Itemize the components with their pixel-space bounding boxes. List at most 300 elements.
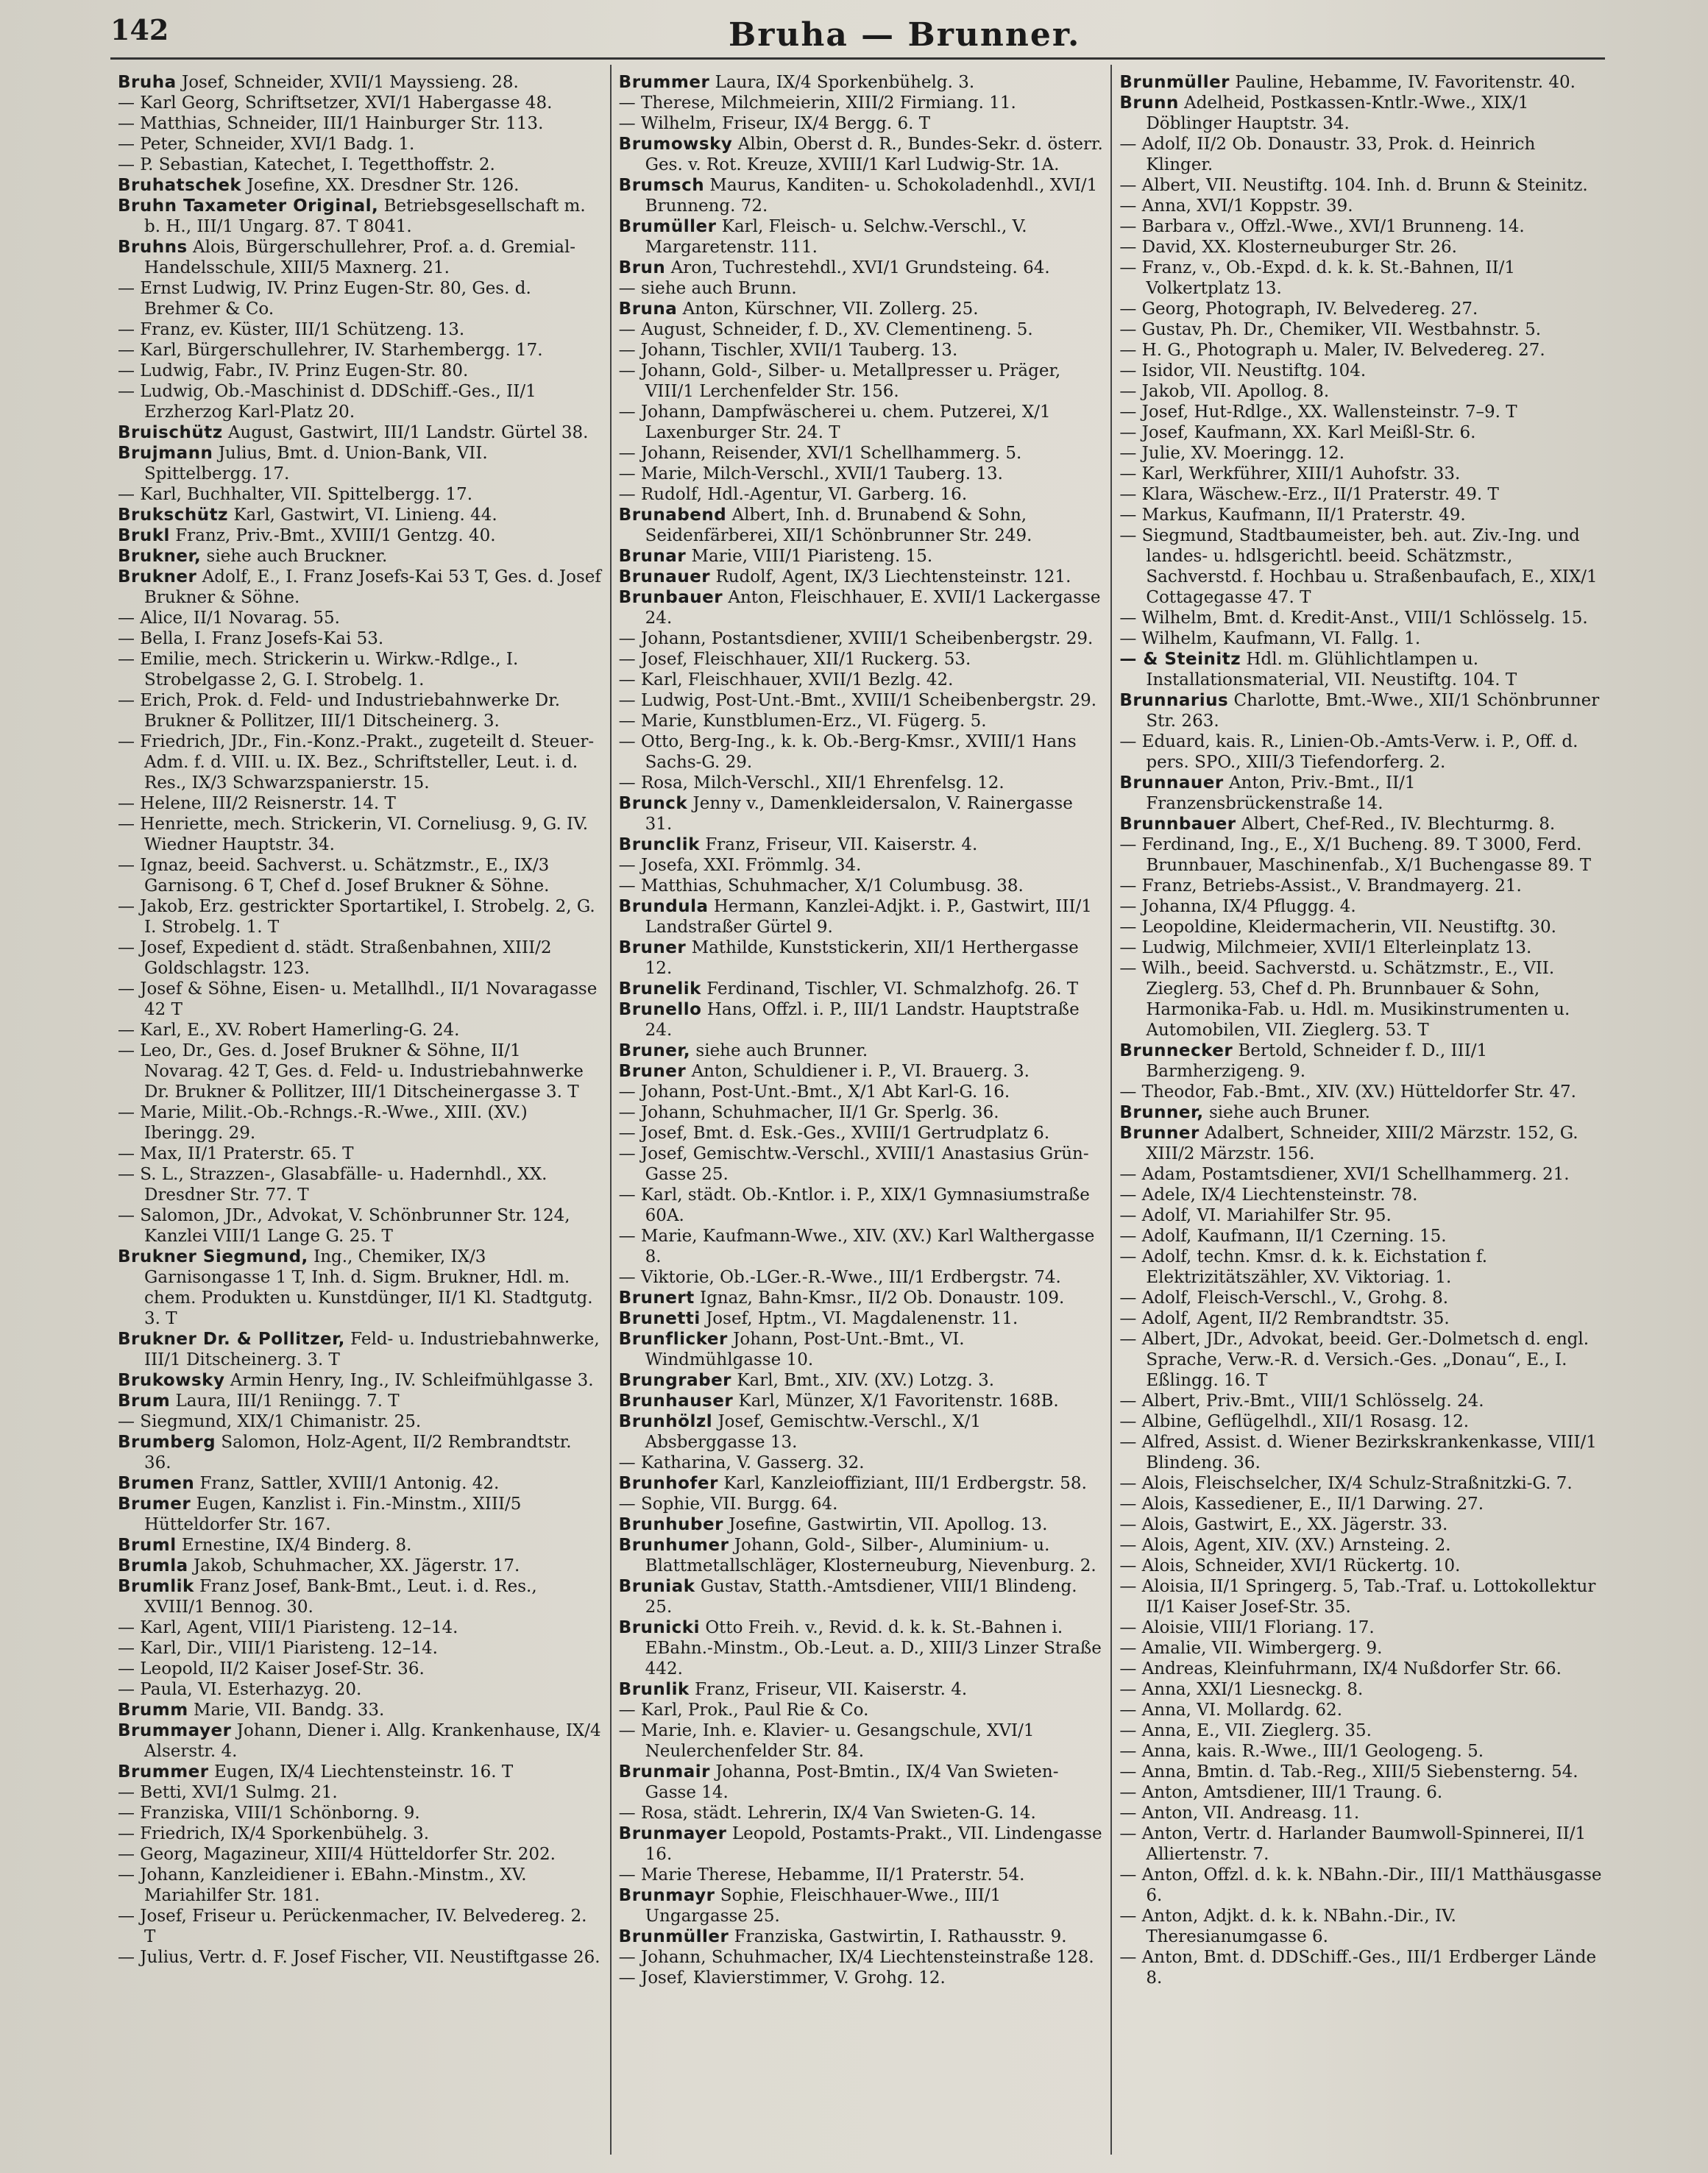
entry-surname: Brumen bbox=[118, 1474, 195, 1493]
entry-text: — Gustav, Ph. Dr., Chemiker, VII. Westbahnstr. 5. bbox=[1119, 320, 1542, 339]
entry-surname: Brundula bbox=[618, 897, 709, 916]
entry-text: Franz, Priv.-Bmt., XVIII/1 Gentzg. 40. bbox=[175, 526, 496, 545]
entry-text: — Anna, VI. Mollardg. 62. bbox=[1119, 1701, 1343, 1720]
directory-entry bbox=[1119, 1556, 1604, 1576]
directory-entry bbox=[619, 361, 1104, 402]
entry-text: Adalbert, Schneider, XIII/2 Märzstr. 152, G. XIII/2 Märzstr. 156. bbox=[1146, 1124, 1578, 1163]
directory-entry bbox=[1119, 237, 1604, 258]
entry-text: — Alois, Gastwirt, E., XX. Jägerstr. 33. bbox=[1119, 1515, 1448, 1534]
entry-text: — Alois, Kassediener, E., II/1 Darwing. 27. bbox=[1119, 1495, 1484, 1514]
directory-entry bbox=[1119, 93, 1604, 134]
directory-entry bbox=[619, 1926, 1104, 1947]
header-rule bbox=[110, 57, 1605, 60]
directory-entry bbox=[619, 1700, 1104, 1720]
directory-entry bbox=[1119, 525, 1604, 608]
entry-text: — Marie, Kunstblumen-Erz., VI. Fügerg. 5. bbox=[618, 712, 987, 731]
entry-surname: Brunck bbox=[618, 794, 688, 813]
directory-entry bbox=[619, 1473, 1104, 1494]
entry-surname: Brukl bbox=[118, 526, 170, 545]
directory-entry bbox=[118, 1679, 603, 1700]
directory-entry bbox=[1119, 1762, 1604, 1782]
directory-entry bbox=[1119, 505, 1604, 525]
entry-text: — Franziska, VIII/1 Schönborng. 9. bbox=[118, 1804, 420, 1823]
entry-text: — Adolf, Agent, II/2 Rembrandtstr. 35. bbox=[1119, 1309, 1450, 1328]
entry-text: Franz Josef, Bank-Bmt., Leut. i. d. Res., XVIII/1 Bennog. 30. bbox=[144, 1577, 537, 1617]
entry-text: — Johann, Tischler, XVII/1 Tauberg. 13. bbox=[618, 341, 958, 360]
entry-text: — Rosa, Milch-Verschl., XII/1 Ehrenfelsg. 12. bbox=[618, 773, 1004, 793]
directory-entry bbox=[619, 1226, 1104, 1267]
entry-surname: Brumla bbox=[118, 1556, 188, 1575]
entry-text: — Johann, Schuhmacher, IX/4 Liechtensteinstraße 128. bbox=[618, 1948, 1094, 1967]
entry-text: — Josef, Friseur u. Perückenmacher, IV. Belvedereg. 2. T bbox=[118, 1907, 587, 1946]
directory-entry bbox=[1119, 1329, 1604, 1391]
entry-text: — Marie, Inh. e. Klavier- u. Gesangschule, XVI/1 Neulerchenfelder Str. 84. bbox=[618, 1721, 1035, 1761]
entry-text: Karl, Münzer, X/1 Favoritenstr. 168B. bbox=[738, 1392, 1059, 1411]
entry-text: — Adele, IX/4 Liechtensteinstr. 78. bbox=[1119, 1185, 1418, 1205]
entry-text: — Ludwig, Milchmeier, XVII/1 Elterleinplatz 13. bbox=[1119, 938, 1532, 957]
entry-surname: Brunner bbox=[1119, 1124, 1200, 1143]
directory-entry bbox=[619, 72, 1104, 93]
directory-entry bbox=[1119, 834, 1604, 876]
entry-surname: Brunner, bbox=[1119, 1103, 1204, 1122]
directory-entry bbox=[619, 731, 1104, 773]
directory-entry bbox=[118, 1906, 603, 1947]
entry-text: — Ignaz, beeid. Sachverst. u. Schätzmstr., E., IX/3 Garnisong. 6 T, Chef d. Josef Brukner & Söhne. bbox=[118, 856, 550, 896]
directory-entry bbox=[1119, 319, 1604, 340]
directory-entry bbox=[1119, 1741, 1604, 1762]
entry-text: Julius, Bmt. d. Union-Bank, VII. Spittelbergg. 17. bbox=[144, 444, 488, 483]
entry-text: — Therese, Milchmeierin, XIII/2 Firmiang. 11. bbox=[618, 93, 1016, 113]
entry-text: — Siegmund, Stadtbaumeister, beh. aut. Ziv.-Ing. und landes- u. hdlsgerichtl. beeid. Schätzmstr., Sachverstd. f. Hochbau u. Straßenbaufach, E., XIX/1 Cottagegasse 47. T bbox=[1119, 526, 1598, 607]
directory-entry bbox=[619, 1061, 1104, 1082]
directory-entry bbox=[619, 896, 1104, 937]
directory-entry bbox=[1119, 1041, 1604, 1082]
directory-entry bbox=[619, 855, 1104, 876]
entry-text: Laura, IX/4 Sporkenbühelg. 3. bbox=[715, 73, 975, 92]
entry-text: — Salomon, JDr., Advokat, V. Schönbrunner Str. 124, Kanzlei VIII/1 Lange G. 25. T bbox=[118, 1206, 570, 1246]
entry-text: Adolf, E., I. Franz Josefs-Kai 53 T, Ges. d. Josef Brukner & Söhne. bbox=[144, 567, 601, 607]
directory-entry bbox=[1119, 361, 1604, 381]
entry-text: — Marie, Milit.-Ob.-Rchngs.-R.-Wwe., XIII. (XV.) Iberingg. 29. bbox=[118, 1103, 528, 1143]
entry-surname: Brummayer bbox=[118, 1721, 232, 1740]
directory-entry bbox=[118, 731, 603, 793]
entry-text: — Betti, XVI/1 Sulmg. 21. bbox=[118, 1783, 338, 1802]
entry-text: — P. Sebastian, Katechet, I. Tegetthoffstr. 2. bbox=[118, 155, 495, 174]
entry-text: — Adolf, Fleisch-Verschl., V., Grohg. 8. bbox=[1119, 1288, 1449, 1308]
directory-entry bbox=[619, 1411, 1104, 1453]
entry-text: — Leo, Dr., Ges. d. Josef Brukner & Söhne, II/1 Novarag. 42 T, Ges. d. Feld- u. Industriebahnwerke Dr. Brukner & Pollitzer, III/1 Ditscheinergasse 3. T bbox=[118, 1041, 584, 1102]
directory-entry bbox=[118, 1617, 603, 1638]
entry-text: Bertold, Schneider f. D., III/1 Barmherzigeng. 9. bbox=[1146, 1041, 1488, 1081]
directory-entry bbox=[1119, 1659, 1604, 1679]
entry-text: — Rudolf, Hdl.-Agentur, VI. Garberg. 16. bbox=[618, 485, 968, 504]
entry-text: — Eduard, kais. R., Linien-Ob.-Amts-Verw. i. P., Off. d. pers. SPO., XIII/3 Tiefendorferg. 2. bbox=[1119, 732, 1578, 772]
directory-entry bbox=[619, 175, 1104, 216]
directory-entry bbox=[1119, 1865, 1604, 1906]
entry-text: Johann, Gold-, Silber-, Aluminium- u. Blattmetallschläger, Klosterneuburg, Nievenburg. 2. bbox=[645, 1536, 1096, 1575]
entry-text: Feld- u. Industriebahnwerke, III/1 Ditscheinerg. 3. T bbox=[144, 1330, 600, 1369]
entry-text: — Johann, Gold-, Silber- u. Metallpresser u. Präger, VIII/1 Lerchenfelder Str. 156. bbox=[618, 361, 1061, 401]
directory-entry bbox=[619, 1679, 1104, 1700]
directory-entry bbox=[619, 999, 1104, 1041]
directory-entry bbox=[118, 1576, 603, 1617]
entry-text: — Albine, Geflügelhdl., XII/1 Rosasg. 12. bbox=[1119, 1412, 1470, 1431]
entry-text: — Karl, Prok., Paul Rie & Co. bbox=[618, 1701, 869, 1720]
directory-entry bbox=[1119, 1308, 1604, 1329]
entry-text: Marie, VII. Bandg. 33. bbox=[194, 1701, 385, 1720]
entry-text: — Anna, XXI/1 Liesneckg. 8. bbox=[1119, 1680, 1364, 1699]
directory-entry bbox=[619, 1185, 1104, 1226]
entry-text: Josefine, Gastwirtin, VII. Apollog. 13. bbox=[729, 1515, 1048, 1534]
entry-text: Rudolf, Agent, IX/3 Liechtensteinstr. 121. bbox=[715, 567, 1071, 586]
entry-text: — Ludwig, Post-Unt.-Bmt., XVIII/1 Scheibenbergstr. 29. bbox=[618, 691, 1097, 710]
entry-surname: Bruischütz bbox=[118, 423, 223, 442]
entry-text: Josef, Hptm., VI. Magdalenenstr. 11. bbox=[706, 1309, 1018, 1328]
directory-entry bbox=[118, 1205, 603, 1247]
entry-surname: Brunhauser bbox=[618, 1392, 734, 1411]
entry-text: — Karl, Fleischhauer, XVII/1 Bezlg. 42. bbox=[618, 670, 954, 690]
entry-text: Ing., Chemiker, IX/3 Garnisongasse 1 T, Inh. d. Sigm. Brukner, Hdl. m. chem. Produkten u. Kunstdünger, II/1 Kl. Stadtgutg. 3. T bbox=[144, 1247, 593, 1328]
directory-entry bbox=[619, 979, 1104, 999]
directory-entry bbox=[619, 711, 1104, 731]
directory-entry bbox=[619, 834, 1104, 855]
entry-text: — Wilhelm, Friseur, IX/4 Bergg. 6. T bbox=[618, 114, 931, 133]
entry-surname: Brunert bbox=[618, 1288, 695, 1308]
directory-entry bbox=[118, 1391, 603, 1411]
entry-text: — Franz, Betriebs-Assist., V. Brandmayerg. 21. bbox=[1119, 876, 1522, 896]
directory-entry bbox=[118, 278, 603, 319]
entry-text: — Peter, Schneider, XVI/1 Badg. 1. bbox=[118, 135, 415, 154]
entry-text: — Paula, VI. Esterhazyg. 20. bbox=[118, 1680, 362, 1699]
directory-entry bbox=[619, 216, 1104, 258]
directory-entry bbox=[1119, 196, 1604, 216]
entry-surname: Brunetti bbox=[618, 1309, 701, 1328]
directory-entry bbox=[1119, 484, 1604, 505]
directory-entry bbox=[619, 1617, 1104, 1679]
directory-entry bbox=[619, 1453, 1104, 1473]
entry-surname: Brukner bbox=[118, 567, 197, 586]
entry-text: — Max, II/1 Praterstr. 65. T bbox=[118, 1144, 354, 1163]
entry-surname: Brunlik bbox=[618, 1680, 690, 1699]
directory-entry bbox=[1119, 1535, 1604, 1556]
directory-entry bbox=[1119, 1102, 1604, 1123]
entry-text: — Wilh., beeid. Sachverstd. u. Schätzmstr., E., VII. Zieglerg. 53, Chef d. Ph. Brunnbauer & Sohn, Harmonika-Fab. u. Hdl. m. Musikinstrumenten u. Automobilen, VII. Zieglerg. 53. T bbox=[1119, 959, 1570, 1040]
entry-surname: Brunicki bbox=[618, 1618, 700, 1637]
directory-entry bbox=[1119, 422, 1604, 443]
directory-entry bbox=[619, 773, 1104, 793]
running-head: Bruha — Brunner. bbox=[729, 16, 1081, 54]
entry-surname: Bruner bbox=[618, 1062, 687, 1081]
directory-entry bbox=[619, 1329, 1104, 1370]
entry-surname: Bruhn Taxameter Original, bbox=[118, 196, 379, 216]
entry-text: — Ernst Ludwig, IV. Prinz Eugen-Str. 80, Ges. d. Brehmer & Co. bbox=[118, 279, 531, 319]
entry-text: Eugen, Kanzlist i. Fin.-Minstm., XIII/5 Hütteldorfer Str. 167. bbox=[144, 1495, 522, 1534]
entry-text: Franziska, Gastwirtin, I. Rathausstr. 9. bbox=[734, 1927, 1067, 1946]
entry-text: — Barbara v., Offzl.-Wwe., XVI/1 Brunneng. 14. bbox=[1119, 217, 1525, 236]
directory-entry bbox=[118, 505, 603, 525]
entry-surname: Brungraber bbox=[618, 1371, 732, 1390]
directory-entry bbox=[118, 1556, 603, 1576]
directory-entry bbox=[619, 793, 1104, 834]
directory-entry bbox=[619, 1823, 1104, 1865]
entry-surname: Brumberg bbox=[118, 1433, 216, 1452]
entry-text: — Josefa, XXI. Frömmlg. 34. bbox=[618, 856, 862, 875]
entry-text: Josefine, XX. Dresdner Str. 126. bbox=[247, 176, 520, 195]
entry-surname: Brumüller bbox=[618, 217, 717, 236]
entry-surname: Brunnarius bbox=[1119, 691, 1229, 710]
directory-entry bbox=[1119, 1205, 1604, 1226]
entry-surname: Brumowsky bbox=[618, 135, 733, 154]
entry-surname: Bruhns bbox=[118, 238, 188, 257]
directory-entry bbox=[118, 319, 603, 340]
entry-surname: Brunello bbox=[618, 1000, 702, 1019]
directory-entry bbox=[118, 422, 603, 443]
directory-entry bbox=[118, 340, 603, 361]
directory-entry bbox=[118, 1144, 603, 1164]
directory-entry bbox=[1119, 216, 1604, 237]
entry-text: Eugen, IX/4 Liechtensteinstr. 16. T bbox=[213, 1762, 514, 1782]
entry-text: — Friedrich, JDr., Fin.-Konz.-Prakt., zugeteilt d. Steuer-Adm. f. d. VIII. u. IX. Bez., Schriftsteller, Leut. i. d. Res., IX/3 Schwarzspanierstr. 15. bbox=[118, 732, 595, 793]
entry-surname: Brukowsky bbox=[118, 1371, 225, 1390]
entry-surname: Brunmayr bbox=[618, 1886, 715, 1905]
entry-surname: Brunn bbox=[1119, 93, 1179, 113]
entry-text: — Sophie, VII. Burgg. 64. bbox=[618, 1495, 838, 1514]
directory-entry bbox=[619, 340, 1104, 361]
directory-entry bbox=[619, 1514, 1104, 1535]
directory-entry bbox=[118, 1782, 603, 1803]
entry-text: — Karl, Werkführer, XIII/1 Auhofstr. 33. bbox=[1119, 464, 1461, 483]
entry-text: — Adam, Postamtsdiener, XVI/1 Schellhammerg. 21. bbox=[1119, 1165, 1570, 1184]
entry-surname: Brunar bbox=[618, 547, 687, 566]
directory-entry bbox=[118, 1473, 603, 1494]
directory-entry bbox=[619, 1576, 1104, 1617]
entry-text: — Leopoldine, Kleidermacherin, VII. Neustiftg. 30. bbox=[1119, 918, 1556, 937]
entry-text: Anton, Kürschner, VII. Zollerg. 25. bbox=[682, 299, 979, 319]
entry-text: — S. L., Strazzen-, Glasabfälle- u. Hadernhdl., XX. Dresdner Str. 77. T bbox=[118, 1165, 548, 1205]
entry-text: — Julie, XV. Moeringg. 12. bbox=[1119, 444, 1345, 463]
directory-entry bbox=[1119, 1411, 1604, 1432]
entry-text: — siehe auch Brunn. bbox=[618, 279, 797, 298]
entry-text: Ignaz, Bahn-Kmsr., II/2 Ob. Donaustr. 109. bbox=[700, 1288, 1065, 1308]
entry-text: Franz, Friseur, VII. Kaiserstr. 4. bbox=[705, 835, 978, 854]
entry-text: — Marie, Milch-Verschl., XVII/1 Tauberg. 13. bbox=[618, 464, 1003, 483]
entry-text: — Alois, Fleischselcher, IX/4 Schulz-Straßnitzki-G. 7. bbox=[1119, 1474, 1573, 1493]
directory-entry bbox=[118, 1659, 603, 1679]
entry-text: — Anton, Offzl. d. k. k. NBahn.-Dir., III/1 Matthäusgasse 6. bbox=[1119, 1865, 1602, 1905]
page-number: 142 bbox=[110, 13, 169, 46]
entry-surname: Bruna bbox=[618, 299, 678, 319]
directory-entry bbox=[1119, 72, 1604, 93]
entry-surname: Brunabend bbox=[618, 506, 727, 525]
entry-text: — Leopold, II/2 Kaiser Josef-Str. 36. bbox=[118, 1659, 425, 1679]
entry-text: — Josef & Söhne, Eisen- u. Metallhdl., II/1 Novaragasse 42 T bbox=[118, 979, 598, 1019]
directory-entry bbox=[1119, 608, 1604, 628]
entry-surname: Brumer bbox=[118, 1495, 191, 1514]
entry-text: Marie, VIII/1 Piaristeng. 15. bbox=[691, 547, 933, 566]
entry-text: — Adolf, techn. Kmsr. d. k. k. Eichstation f. Elektrizitätszähler, XV. Viktoriag. 1. bbox=[1119, 1247, 1488, 1287]
entry-text: — Anna, kais. R.-Wwe., III/1 Geologeng. 5. bbox=[1119, 1742, 1484, 1761]
entry-text: Adelheid, Postkassen-Kntlr.-Wwe., XIX/1 Döblinger Hauptstr. 34. bbox=[1146, 93, 1529, 133]
entry-surname: Brumlik bbox=[118, 1577, 194, 1596]
directory-entry bbox=[1119, 1782, 1604, 1803]
directory-entry bbox=[1119, 299, 1604, 319]
entry-text: Mathilde, Kunststickerin, XII/1 Herthergasse 12. bbox=[645, 938, 1079, 978]
directory-entry bbox=[619, 1144, 1104, 1185]
entry-text: — Marie Therese, Hebamme, II/1 Praterstr. 54. bbox=[618, 1865, 1025, 1885]
entry-surname: Brummer bbox=[118, 1762, 209, 1782]
directory-entry bbox=[118, 793, 603, 814]
entry-text: Salomon, Holz-Agent, II/2 Rembrandtstr. 36. bbox=[144, 1433, 572, 1472]
directory-entry bbox=[118, 1432, 603, 1473]
directory-entry bbox=[619, 464, 1104, 484]
entry-text: — Anton, Amtsdiener, III/1 Traung. 6. bbox=[1119, 1783, 1443, 1802]
entry-text: — Josef, Fleischhauer, XII/1 Ruckerg. 53. bbox=[618, 650, 971, 669]
column-2 bbox=[610, 65, 1111, 2155]
directory-entry bbox=[619, 1308, 1104, 1329]
directory-entry bbox=[118, 1247, 603, 1329]
entry-text: — August, Schneider, f. D., XV. Clementineng. 5. bbox=[618, 320, 1033, 339]
directory-entry bbox=[619, 587, 1104, 628]
entry-surname: Brunelik bbox=[618, 979, 701, 999]
directory-entry bbox=[118, 381, 603, 422]
entry-text: — Josef, Gemischtw.-Verschl., XVIII/1 Anastasius Grün-Gasse 25. bbox=[618, 1144, 1089, 1184]
entry-surname: — & Steinitz bbox=[1119, 650, 1241, 669]
entry-text: Laura, III/1 Reniingg. 7. T bbox=[175, 1392, 400, 1411]
directory-entry bbox=[1119, 1432, 1604, 1473]
entry-text: Albert, Inh. d. Brunabend & Sohn, Seidenfärberei, XII/1 Schönbrunner Str. 249. bbox=[645, 506, 1032, 545]
entry-text: — Ludwig, Ob.-Maschinist d. DDSchiff.-Ges., II/1 Erzherzog Karl-Platz 20. bbox=[118, 382, 536, 422]
directory-entry bbox=[118, 979, 603, 1020]
directory-entry bbox=[619, 1494, 1104, 1514]
entry-text: — Alice, II/1 Novarag. 55. bbox=[118, 609, 340, 628]
directory-entry bbox=[1119, 1720, 1604, 1741]
directory-entry bbox=[118, 1411, 603, 1432]
directory-entry bbox=[1119, 258, 1604, 299]
entry-text: Albin, Oberst d. R., Bundes-Sekr. d. österr. Ges. v. Rot. Kreuze, XVIII/1 Karl Ludwig-Str. 1A. bbox=[645, 135, 1103, 174]
directory-entry bbox=[619, 113, 1104, 134]
directory-entry bbox=[619, 1123, 1104, 1144]
directory-entry bbox=[1119, 1494, 1604, 1514]
directory-entry bbox=[118, 1494, 603, 1535]
directory-entry bbox=[118, 649, 603, 690]
entry-text: — Karl Georg, Schriftsetzer, XVI/1 Habergasse 48. bbox=[118, 93, 553, 113]
entry-text: — Wilhelm, Kaufmann, VI. Fallg. 1. bbox=[1119, 629, 1421, 648]
directory-entry bbox=[1119, 1391, 1604, 1411]
directory-entry bbox=[1119, 1947, 1604, 1988]
entry-text: Leopold, Postamts-Prakt., VII. Lindengasse 16. bbox=[645, 1824, 1102, 1864]
directory-entry bbox=[619, 484, 1104, 505]
entry-text: — Amalie, VII. Wimbergerg. 9. bbox=[1119, 1639, 1383, 1658]
entry-text: — Ludwig, Fabr., IV. Prinz Eugen-Str. 80. bbox=[118, 361, 469, 380]
entry-text: — Johann, Post-Unt.-Bmt., X/1 Abt Karl-G. 16. bbox=[618, 1082, 1010, 1102]
directory-entry bbox=[118, 1329, 603, 1370]
directory-entry bbox=[118, 1041, 603, 1102]
directory-entry bbox=[118, 690, 603, 731]
directory-entry bbox=[619, 546, 1104, 567]
entry-surname: Brukner Dr. & Pollitzer, bbox=[118, 1330, 345, 1349]
directory-entry bbox=[118, 237, 603, 278]
entry-text: — Josef, Bmt. d. Esk.-Ges., XVIII/1 Gertrudplatz 6. bbox=[618, 1124, 1050, 1143]
entry-text: — Karl, Dir., VIII/1 Piaristeng. 12–14. bbox=[118, 1639, 438, 1658]
entry-text: — Franz, v., Ob.-Expd. d. k. k. St.-Bahnen, II/1 Volkertplatz 13. bbox=[1119, 258, 1515, 298]
entry-text: — Jakob, Erz. gestrickter Sportartikel, I. Strobelg. 2, G. I. Strobelg. 1. T bbox=[118, 897, 595, 937]
entry-text: Aron, Tuchrestehdl., XVI/1 Grundsteing. 64. bbox=[670, 258, 1050, 277]
entry-text: — Johann, Dampfwäscherei u. chem. Putzerei, X/1 Laxenburger Str. 24. T bbox=[618, 403, 1051, 442]
entry-text: — Aloisia, II/1 Springerg. 5, Tab.-Traf. u. Lottokollektur II/1 Kaiser Josef-Str. 35. bbox=[1119, 1577, 1596, 1617]
entry-text: Karl, Bmt., XIV. (XV.) Lotzg. 3. bbox=[737, 1371, 995, 1390]
entry-text: Jakob, Schuhmacher, XX. Jägerstr. 17. bbox=[193, 1556, 520, 1575]
entry-surname: Bruml bbox=[118, 1536, 177, 1555]
entry-text: — Marie, Kaufmann-Wwe., XIV. (XV.) Karl Walthergasse 8. bbox=[618, 1227, 1095, 1266]
directory-entry bbox=[118, 155, 603, 175]
entry-text: — Alois, Schneider, XVI/1 Rückertg. 10. bbox=[1119, 1556, 1461, 1575]
directory-entry bbox=[118, 1844, 603, 1865]
entry-surname: Brum bbox=[118, 1392, 171, 1411]
entry-text: — Johanna, IX/4 Pfluggg. 4. bbox=[1119, 897, 1356, 916]
directory-entry bbox=[1119, 1906, 1604, 1947]
entry-surname: Brunhofer bbox=[618, 1474, 718, 1493]
directory-entry bbox=[619, 876, 1104, 896]
entry-text: Otto Freih. v., Revid. d. k. k. St.-Bahnen i. EBahn.-Minstm., Ob.-Leut. a. D., XIII/3 Linzer Straße 442. bbox=[645, 1618, 1102, 1679]
directory-entry bbox=[1119, 1164, 1604, 1185]
entry-text: siehe auch Bruckner. bbox=[206, 547, 388, 566]
directory-entry bbox=[1119, 814, 1604, 834]
entry-text: — Johann, Schuhmacher, II/1 Gr. Sperlg. 36. bbox=[618, 1103, 999, 1122]
directory-entry bbox=[1119, 1803, 1604, 1823]
directory-entry bbox=[1119, 381, 1604, 402]
directory-entry bbox=[619, 1762, 1104, 1803]
columns bbox=[110, 65, 1612, 2155]
entry-surname: Brunnecker bbox=[1119, 1041, 1233, 1060]
entry-text: Karl, Fleisch- u. Selchw.-Verschl., V. Margaretenstr. 111. bbox=[645, 217, 1027, 257]
directory-entry bbox=[1119, 134, 1604, 175]
directory-entry bbox=[619, 1267, 1104, 1288]
directory-entry bbox=[1119, 175, 1604, 196]
entry-text: — Matthias, Schneider, III/1 Hainburger Str. 113. bbox=[118, 114, 544, 133]
directory-entry bbox=[619, 1370, 1104, 1391]
entry-surname: Brunmüller bbox=[1119, 73, 1230, 92]
directory-entry bbox=[118, 1535, 603, 1556]
entry-text: — Aloisie, VIII/1 Floriang. 17. bbox=[1119, 1618, 1375, 1637]
entry-text: — Karl, Agent, VIII/1 Piaristeng. 12–14. bbox=[118, 1618, 458, 1637]
directory-entry bbox=[118, 361, 603, 381]
directory-entry bbox=[619, 670, 1104, 690]
directory-entry bbox=[619, 690, 1104, 711]
directory-entry bbox=[1119, 1226, 1604, 1247]
entry-text: — Anna, E., VII. Zieglerg. 35. bbox=[1119, 1721, 1372, 1740]
entry-surname: Brukner, bbox=[118, 547, 202, 566]
entry-surname: Brunauer bbox=[618, 567, 711, 586]
entry-text: Charlotte, Bmt.-Wwe., XII/1 Schönbrunner Str. 263. bbox=[1146, 691, 1600, 731]
entry-text: Josef, Gemischtw.-Verschl., X/1 Absberggasse 13. bbox=[645, 1412, 982, 1452]
directory-entry bbox=[1119, 1123, 1604, 1164]
entry-surname: Brunhumer bbox=[618, 1536, 729, 1555]
entry-text: — Anton, Adjkt. d. k. k. NBahn.-Dir., IV. Theresianumgasse 6. bbox=[1119, 1907, 1456, 1946]
entry-text: — Anton, VII. Andreasg. 11. bbox=[1119, 1804, 1360, 1823]
entry-text: — Alois, Agent, XIV. (XV.) Arnsteing. 2. bbox=[1119, 1536, 1451, 1555]
column-3 bbox=[1110, 65, 1612, 2155]
entry-text: — Anna, Bmtin. d. Tab.-Reg., XIII/5 Siebensterng. 54. bbox=[1119, 1762, 1578, 1782]
directory-entry bbox=[1119, 1473, 1604, 1494]
column-1 bbox=[110, 65, 610, 2155]
entry-text: siehe auch Brunner. bbox=[695, 1041, 868, 1060]
entry-surname: Brunhuber bbox=[618, 1515, 723, 1534]
entry-text: Karl, Gastwirt, VI. Linieng. 44. bbox=[233, 506, 497, 525]
directory-entry bbox=[118, 113, 603, 134]
entry-text: — Georg, Photograph, IV. Belvedereg. 27. bbox=[1119, 299, 1478, 319]
entry-text: — Erich, Prok. d. Feld- und Industriebahnwerke Dr. Brukner & Pollitzer, III/1 Ditscheinerg. 3. bbox=[118, 691, 560, 731]
entry-text: Pauline, Hebamme, IV. Favoritenstr. 40. bbox=[1235, 73, 1576, 92]
